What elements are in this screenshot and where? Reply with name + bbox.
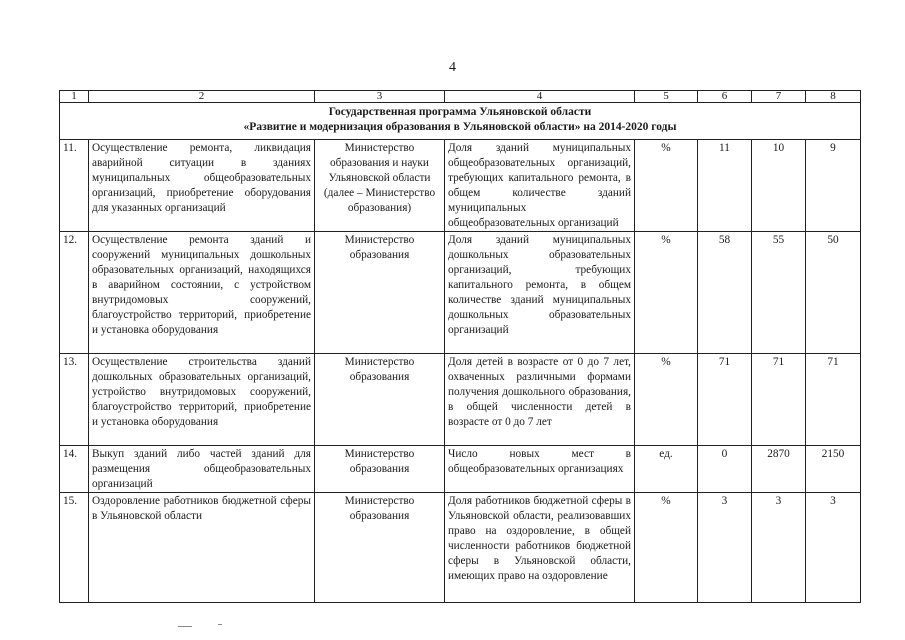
activity-cell: Осуществление ремонта зданий и сооружений муниципальных дошкольных образовательных организаций, находящихся в аварийном состоянии, с устройством внутридомовых сооружений, благоустройство территорий, приобретение и установка оборудования: [89, 232, 315, 354]
value-cell: 71: [806, 354, 861, 446]
value-cell: 9: [806, 140, 861, 232]
activity-cell: Выкуп зданий либо частей зданий для размещения общеобразовательных организаций: [89, 446, 315, 493]
column-number: 4: [445, 91, 635, 103]
scan-marks: [178, 624, 258, 630]
indicator-cell: Число новых мест в общеобразовательных организациях: [445, 446, 635, 493]
column-number: 6: [698, 91, 752, 103]
program-title-line1: Государственная программа Ульяновской области: [328, 106, 592, 118]
scan-mark: [178, 626, 192, 627]
indicator-cell: Доля зданий муниципальных дошкольных образовательных организаций, требующих капитального ремонта, в общем количестве зданий муниципальных дошкольных образовательных организаций: [445, 232, 635, 354]
column-number: 1: [60, 91, 89, 103]
value-cell: 55: [752, 232, 806, 354]
unit-cell: %: [635, 354, 698, 446]
table-row: [60, 446, 861, 493]
unit-cell: ед.: [635, 446, 698, 493]
row-number: 12.: [60, 232, 89, 354]
row-number: 15.: [60, 493, 89, 603]
column-number: 7: [752, 91, 806, 103]
indicator-cell: Доля зданий муниципальных общеобразовательных организаций, требующих капитального ремонта, в общем количестве зданий муниципальных общеобразовательных организаций: [445, 140, 635, 232]
column-number: 3: [315, 91, 445, 103]
executor-cell: Министерство образования: [315, 232, 445, 354]
indicator-cell: Доля работников бюджетной сферы в Ульяновской области, реализовавших право на оздоровление, в общей численности работников бюджетной сферы в Ульяновской области, имеющих право на оздоровление: [445, 493, 635, 603]
value-cell: 71: [752, 354, 806, 446]
value-cell: 11: [698, 140, 752, 232]
value-cell: 71: [698, 354, 752, 446]
activity-cell: Осуществление ремонта, ликвидация аварийной ситуации в зданиях муниципальных общеобразовательных организаций, приобретение оборудования для указанных организаций: [89, 140, 315, 232]
table-row: [60, 493, 861, 603]
row-number: 13.: [60, 354, 89, 446]
executor-cell: Министерство образования: [315, 354, 445, 446]
value-cell: 3: [806, 493, 861, 603]
value-cell: 3: [698, 493, 752, 603]
column-numbers-row: [60, 91, 861, 103]
value-cell: 2150: [806, 446, 861, 493]
executor-cell: Министерство образования и науки Ульяновской области (далее – Министерство образования): [315, 140, 445, 232]
column-number: 5: [635, 91, 698, 103]
column-number: 2: [89, 91, 315, 103]
unit-cell: %: [635, 493, 698, 603]
indicator-cell: Доля детей в возрасте от 0 до 7 лет, охваченных различными формами получения дошкольного образования, в общей численности детей в возрасте от 0 до 7 лет: [445, 354, 635, 446]
value-cell: 0: [698, 446, 752, 493]
unit-cell: %: [635, 232, 698, 354]
value-cell: 50: [806, 232, 861, 354]
table-row: [60, 140, 861, 232]
executor-cell: Министерство образования: [315, 493, 445, 603]
row-number: 11.: [60, 140, 89, 232]
program-title-line2: «Развитие и модернизация образования в Ульяновской области» на 2014-2020 годы: [243, 121, 677, 133]
table-row: [60, 232, 861, 354]
program-title-row: [60, 103, 861, 140]
program-table: [59, 90, 861, 603]
value-cell: 58: [698, 232, 752, 354]
column-number: 8: [806, 91, 861, 103]
value-cell: 2870: [752, 446, 806, 493]
unit-cell: %: [635, 140, 698, 232]
program-title: [60, 103, 861, 140]
activity-cell: Осуществление строительства зданий дошкольных образовательных организаций, устройство внутридомовых сооружений, благоустройство территорий, приобретение и установка оборудования: [89, 354, 315, 446]
activity-cell: Оздоровление работников бюджетной сферы в Ульяновской области: [89, 493, 315, 603]
value-cell: 3: [752, 493, 806, 603]
table-row: [60, 354, 861, 446]
page-number: 4: [449, 60, 456, 75]
executor-cell: Министерство образования: [315, 446, 445, 493]
row-number: 14.: [60, 446, 89, 493]
value-cell: 10: [752, 140, 806, 232]
scan-mark: [218, 624, 222, 625]
